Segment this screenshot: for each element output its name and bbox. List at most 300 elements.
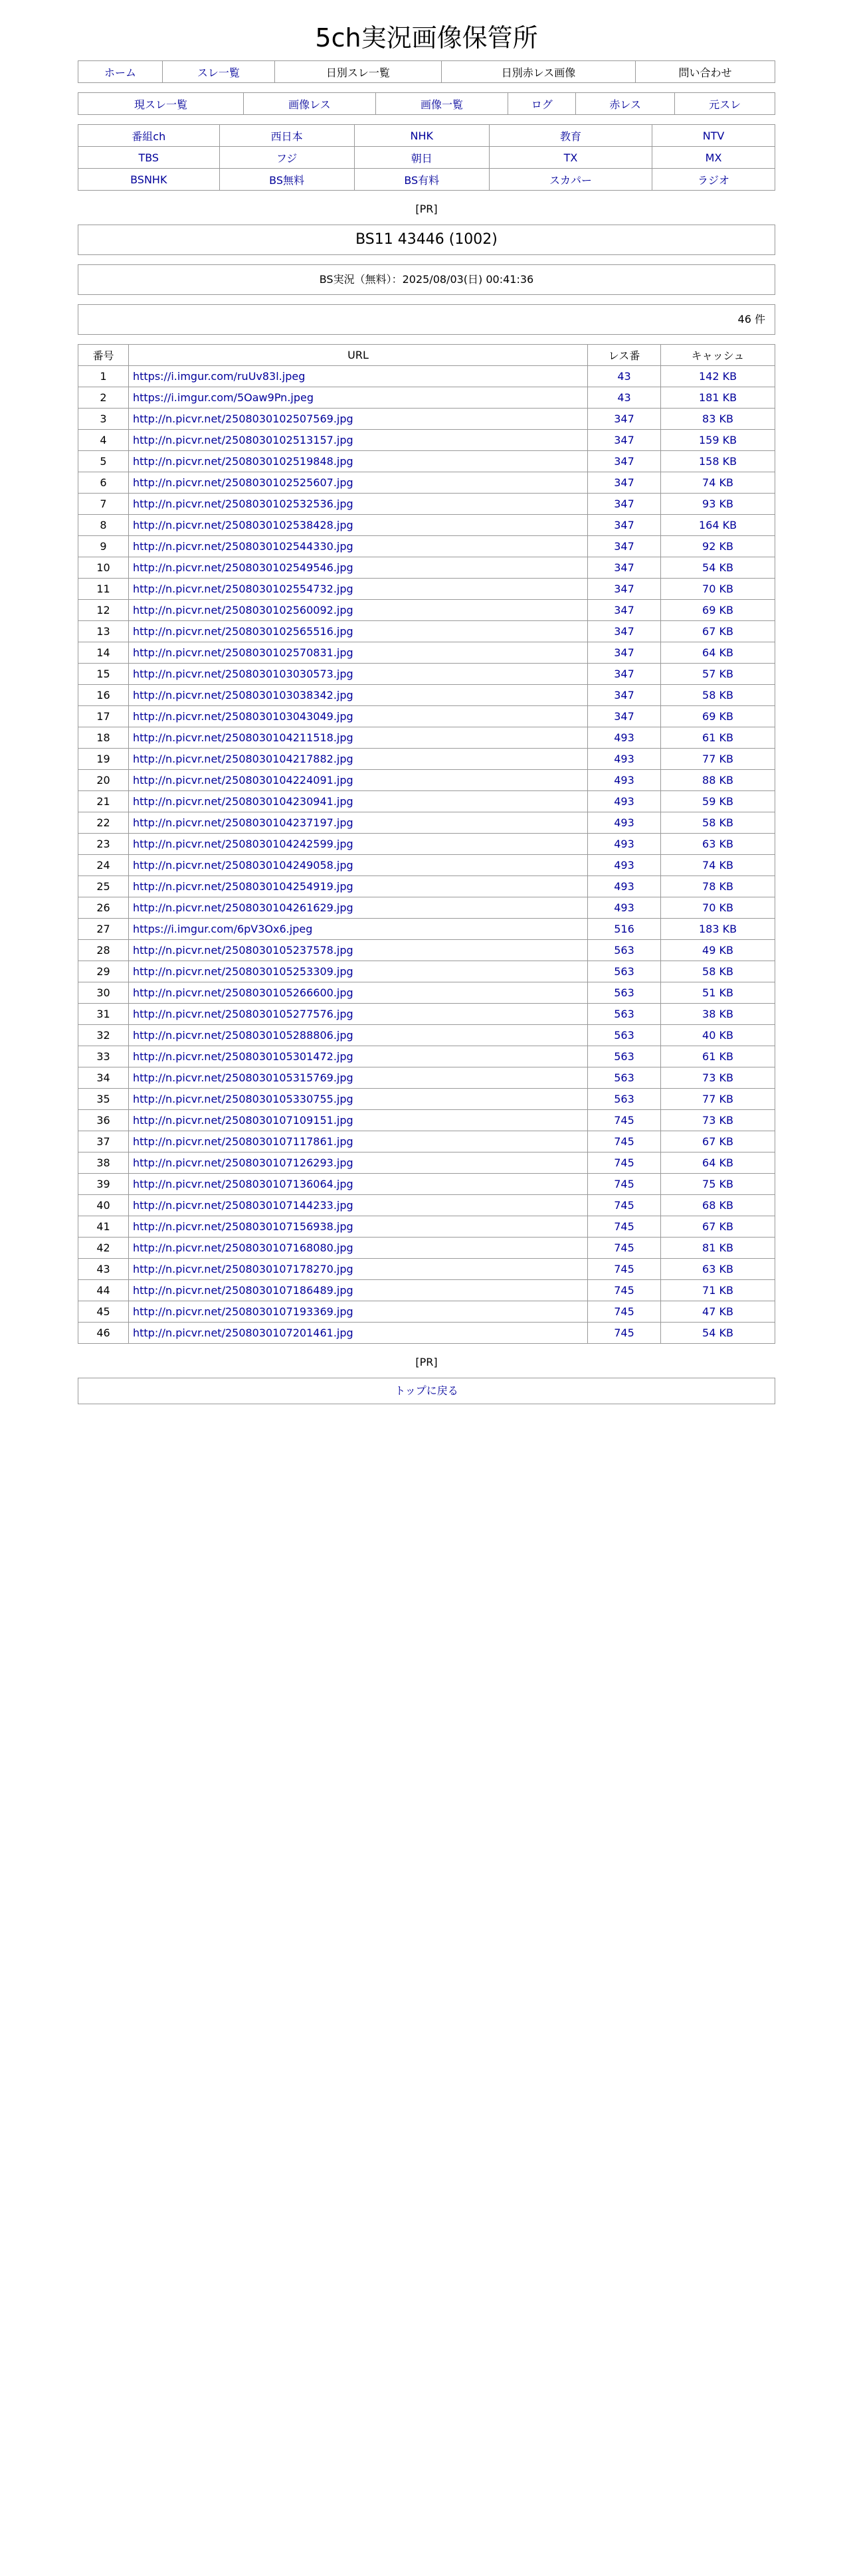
subnav-item-5-cell [675, 93, 775, 115]
image-url-link[interactable]: http://n.picvr.net/2508030107144233.jpg [133, 1199, 353, 1212]
cache-size-link[interactable]: 61 KB [702, 1050, 733, 1063]
table-row [78, 982, 775, 1004]
cache-size-link[interactable]: 77 KB [702, 1093, 733, 1105]
cache-size-cell [661, 387, 775, 409]
res-number-link[interactable]: 563 [614, 965, 634, 978]
res-number-cell [588, 515, 661, 536]
cache-size-link[interactable]: 73 KB [702, 1071, 733, 1084]
res-number-link[interactable]: 347 [614, 710, 634, 723]
cache-size-link[interactable]: 70 KB [702, 583, 733, 595]
image-table [78, 344, 775, 1344]
res-number-link[interactable]: 745 [614, 1284, 634, 1297]
cache-size-link[interactable]: 58 KB [702, 965, 733, 978]
image-url-cell [129, 749, 588, 770]
cache-size-link[interactable]: 78 KB [702, 880, 733, 893]
image-url-link[interactable]: https://i.imgur.com/6pV3Ox6.jpeg [133, 923, 313, 935]
image-url-link[interactable]: http://n.picvr.net/2508030105301472.jpg [133, 1050, 353, 1063]
image-url-cell [129, 494, 588, 515]
row-number-cell: 30 [78, 982, 129, 1004]
image-url-link[interactable]: http://n.picvr.net/2508030103043049.jpg [133, 710, 353, 723]
cache-size-cell [661, 515, 775, 536]
row-number-cell: 45 [78, 1301, 129, 1323]
channel-2-4-link[interactable]: ラジオ [698, 173, 730, 187]
res-number-link[interactable]: 347 [614, 583, 634, 595]
image-url-link[interactable]: http://n.picvr.net/2508030103030573.jpg [133, 668, 353, 680]
image-url-link[interactable]: http://n.picvr.net/2508030105330755.jpg [133, 1093, 353, 1105]
table-row [78, 897, 775, 919]
image-url-link[interactable]: http://n.picvr.net/2508030104237197.jpg [133, 816, 353, 829]
cache-size-cell [661, 1259, 775, 1280]
row-number-cell: 31 [78, 1004, 129, 1025]
table-row [78, 919, 775, 940]
cache-size-link[interactable]: 64 KB [702, 646, 733, 659]
image-url-link[interactable]: http://n.picvr.net/2508030107201461.jpg [133, 1327, 353, 1339]
cache-size-link[interactable]: 51 KB [702, 986, 733, 999]
res-number-link[interactable]: 563 [614, 986, 634, 999]
nav-item-0-link[interactable]: ホーム [104, 66, 137, 79]
image-url-cell [129, 642, 588, 664]
res-number-cell [588, 1025, 661, 1046]
res-number-cell [588, 557, 661, 579]
image-url-cell [129, 1238, 588, 1259]
res-number-link[interactable]: 745 [614, 1199, 634, 1212]
cache-size-cell [661, 600, 775, 621]
cache-size-cell [661, 451, 775, 472]
cache-size-link[interactable]: 47 KB [702, 1305, 733, 1318]
nav-item-4-cell: 問い合わせ [635, 61, 775, 83]
res-number-link[interactable]: 745 [614, 1327, 634, 1339]
nav-item-1-cell [163, 61, 275, 83]
image-url-link[interactable]: http://n.picvr.net/2508030102525607.jpg [133, 476, 353, 489]
subnav-item-4-link[interactable]: 赤レス [609, 98, 641, 111]
cache-size-cell [661, 1280, 775, 1301]
cache-size-cell [661, 940, 775, 961]
cache-size-link[interactable]: 63 KB [702, 1263, 733, 1275]
cache-size-link[interactable]: 54 KB [702, 1327, 733, 1339]
cache-size-link[interactable]: 77 KB [702, 753, 733, 765]
image-url-link[interactable]: http://n.picvr.net/2508030102519848.jpg [133, 455, 353, 468]
res-number-cell [588, 494, 661, 515]
res-number-link[interactable]: 493 [614, 901, 634, 914]
res-number-link[interactable]: 563 [614, 1093, 634, 1105]
res-number-cell [588, 366, 661, 387]
res-number-cell [588, 1152, 661, 1174]
cache-size-link[interactable]: 38 KB [702, 1008, 733, 1020]
result-count: 46 件 [78, 304, 775, 335]
cache-size-link[interactable]: 54 KB [702, 561, 733, 574]
cache-size-link[interactable]: 67 KB [702, 1220, 733, 1233]
cache-size-link[interactable]: 74 KB [702, 476, 733, 489]
res-number-link[interactable]: 347 [614, 434, 634, 446]
image-url-link[interactable]: http://n.picvr.net/2508030105253309.jpg [133, 965, 353, 978]
res-number-link[interactable]: 563 [614, 1008, 634, 1020]
res-number-link[interactable]: 347 [614, 604, 634, 616]
row-number-cell: 11 [78, 579, 129, 600]
channel-1-0-link[interactable]: TBS [138, 151, 159, 164]
res-number-cell [588, 876, 661, 897]
image-url-link[interactable]: http://n.picvr.net/2508030102560092.jpg [133, 604, 353, 616]
row-number-cell: 42 [78, 1238, 129, 1259]
table-row [78, 749, 775, 770]
res-number-link[interactable]: 745 [614, 1156, 634, 1169]
channel-2-1-link[interactable]: BS無料 [269, 173, 305, 187]
image-url-link[interactable]: http://n.picvr.net/2508030102549546.jpg [133, 561, 353, 574]
row-number-cell: 18 [78, 727, 129, 749]
main-nav [78, 60, 775, 83]
cache-size-link[interactable]: 57 KB [702, 668, 733, 680]
image-url-link[interactable]: https://i.imgur.com/5Oaw9Pn.jpeg [133, 391, 314, 404]
res-number-link[interactable]: 43 [617, 370, 631, 383]
res-number-link[interactable]: 563 [614, 1029, 634, 1042]
image-url-cell [129, 1131, 588, 1152]
res-number-link[interactable]: 516 [614, 923, 634, 935]
channel-1-3-cell [489, 147, 652, 169]
image-url-link[interactable]: http://n.picvr.net/2508030102570831.jpg [133, 646, 353, 659]
image-url-cell [129, 1110, 588, 1131]
image-url-link[interactable]: http://n.picvr.net/2508030107178270.jpg [133, 1263, 353, 1275]
image-url-link[interactable]: http://n.picvr.net/2508030104249058.jpg [133, 859, 353, 872]
res-number-link[interactable]: 745 [614, 1263, 634, 1275]
table-row [78, 1152, 775, 1174]
nav-item-2-cell: 日別スレ一覧 [274, 61, 442, 83]
res-number-cell [588, 1216, 661, 1238]
res-number-cell [588, 1046, 661, 1067]
row-number-cell: 16 [78, 685, 129, 706]
row-number-cell: 34 [78, 1067, 129, 1089]
image-url-link[interactable]: http://n.picvr.net/2508030107168080.jpg [133, 1242, 353, 1254]
res-number-link[interactable]: 493 [614, 731, 634, 744]
row-number-cell: 6 [78, 472, 129, 494]
res-number-cell [588, 1259, 661, 1280]
cache-size-cell [661, 621, 775, 642]
image-url-cell [129, 472, 588, 494]
image-url-link[interactable]: http://n.picvr.net/2508030102538428.jpg [133, 519, 353, 531]
cache-size-cell [661, 1110, 775, 1131]
image-url-link[interactable]: http://n.picvr.net/2508030107109151.jpg [133, 1114, 353, 1127]
res-number-link[interactable]: 493 [614, 753, 634, 765]
image-url-cell [129, 1067, 588, 1089]
row-number-cell: 7 [78, 494, 129, 515]
res-number-cell [588, 770, 661, 791]
row-number-cell: 13 [78, 621, 129, 642]
site-title: 5ch実況画像保管所 [315, 23, 538, 52]
subnav-item-3-link[interactable]: ログ [531, 98, 553, 111]
res-number-link[interactable]: 347 [614, 455, 634, 468]
channel-1-1-link[interactable]: フジ [276, 151, 298, 165]
cache-size-link[interactable]: 49 KB [702, 944, 733, 957]
cache-size-link[interactable]: 40 KB [702, 1029, 733, 1042]
res-number-link[interactable]: 493 [614, 880, 634, 893]
image-url-link[interactable]: http://n.picvr.net/2508030104242599.jpg [133, 838, 353, 850]
channel-2-3-link[interactable]: スカパー [549, 173, 592, 187]
cache-size-link[interactable]: 183 KB [698, 923, 737, 935]
res-number-link[interactable]: 43 [617, 391, 631, 404]
cache-size-link[interactable]: 63 KB [702, 838, 733, 850]
res-number-link[interactable]: 347 [614, 519, 634, 531]
cache-size-cell [661, 791, 775, 812]
res-number-link[interactable]: 347 [614, 476, 634, 489]
image-url-link[interactable]: http://n.picvr.net/2508030102565516.jpg [133, 625, 353, 638]
image-url-cell [129, 1046, 588, 1067]
image-url-cell [129, 1004, 588, 1025]
image-url-link[interactable]: http://n.picvr.net/2508030103038342.jpg [133, 689, 353, 701]
cache-size-cell [661, 409, 775, 430]
image-url-cell [129, 1259, 588, 1280]
image-url-link[interactable]: http://n.picvr.net/2508030105315769.jpg [133, 1071, 353, 1084]
res-number-link[interactable]: 347 [614, 689, 634, 701]
image-url-cell [129, 557, 588, 579]
channel-0-0-cell [78, 125, 220, 147]
channel-1-4-link[interactable]: MX [705, 151, 722, 164]
image-url-link[interactable]: http://n.picvr.net/2508030107126293.jpg [133, 1156, 353, 1169]
image-url-link[interactable]: http://n.picvr.net/2508030107156938.jpg [133, 1220, 353, 1233]
back-to-top-box [78, 1378, 775, 1404]
cache-size-link[interactable]: 67 KB [702, 625, 733, 638]
subnav-item-0-link[interactable]: 現スレ一覧 [134, 98, 188, 111]
subnav-item-4-cell [576, 93, 675, 115]
cache-size-link[interactable]: 69 KB [702, 604, 733, 616]
row-number-cell: 39 [78, 1174, 129, 1195]
res-number-cell [588, 600, 661, 621]
table-row [78, 536, 775, 557]
cache-size-link[interactable]: 58 KB [702, 816, 733, 829]
row-number-cell: 10 [78, 557, 129, 579]
image-url-link[interactable]: http://n.picvr.net/2508030102544330.jpg [133, 540, 353, 553]
channel-0-2-cell [354, 125, 489, 147]
subnav-item-2-link[interactable]: 画像一覧 [421, 98, 464, 111]
table-row [78, 1110, 775, 1131]
cache-size-link[interactable]: 67 KB [702, 1135, 733, 1148]
image-url-cell [129, 579, 588, 600]
res-number-link[interactable]: 745 [614, 1114, 634, 1127]
res-number-link[interactable]: 347 [614, 668, 634, 680]
res-number-link[interactable]: 745 [614, 1135, 634, 1148]
res-number-link[interactable]: 347 [614, 540, 634, 553]
column-header-url: URL [129, 345, 588, 366]
row-number-cell: 9 [78, 536, 129, 557]
image-url-cell [129, 834, 588, 855]
table-row [78, 664, 775, 685]
image-url-link[interactable]: http://n.picvr.net/2508030105288806.jpg [133, 1029, 353, 1042]
table-row [78, 642, 775, 664]
image-url-link[interactable]: http://n.picvr.net/2508030105237578.jpg [133, 944, 353, 957]
res-number-cell [588, 1323, 661, 1344]
cache-size-link[interactable]: 81 KB [702, 1242, 733, 1254]
image-url-cell [129, 770, 588, 791]
table-row [78, 1174, 775, 1195]
cache-size-cell [661, 1004, 775, 1025]
image-url-link[interactable]: http://n.picvr.net/2508030107117861.jpg [133, 1135, 353, 1148]
res-number-cell [588, 1195, 661, 1216]
image-url-link[interactable]: http://n.picvr.net/2508030104211518.jpg [133, 731, 353, 744]
cache-size-link[interactable]: 92 KB [702, 540, 733, 553]
table-row [78, 515, 775, 536]
table-row [78, 1259, 775, 1280]
channel-2-3-cell [489, 169, 652, 191]
res-number-link[interactable]: 493 [614, 774, 634, 786]
channel-0-4-link[interactable]: NTV [702, 129, 725, 142]
table-row [78, 494, 775, 515]
row-number-cell: 1 [78, 366, 129, 387]
image-url-link[interactable]: http://n.picvr.net/2508030104217882.jpg [133, 753, 353, 765]
row-number-cell: 22 [78, 812, 129, 834]
cache-size-link[interactable]: 83 KB [702, 413, 733, 425]
cache-size-link[interactable]: 61 KB [702, 731, 733, 744]
channel-2-0-link[interactable]: BSNHK [130, 173, 167, 186]
cache-size-cell [661, 642, 775, 664]
row-number-cell: 19 [78, 749, 129, 770]
row-number-cell: 38 [78, 1152, 129, 1174]
cache-size-cell [661, 557, 775, 579]
res-number-link[interactable]: 493 [614, 795, 634, 808]
cache-size-link[interactable]: 88 KB [702, 774, 733, 786]
row-number-cell: 35 [78, 1089, 129, 1110]
res-number-link[interactable]: 745 [614, 1305, 634, 1318]
res-number-link[interactable]: 563 [614, 944, 634, 957]
channel-2-2-link[interactable]: BS有料 [404, 173, 440, 187]
res-number-link[interactable]: 347 [614, 561, 634, 574]
cache-size-link[interactable]: 71 KB [702, 1284, 733, 1297]
channel-0-2-link[interactable]: NHK [410, 129, 434, 142]
cache-size-link[interactable]: 164 KB [698, 519, 737, 531]
channel-row [78, 169, 775, 191]
channel-0-3-link[interactable]: 教育 [559, 130, 581, 143]
cache-size-link[interactable]: 64 KB [702, 1156, 733, 1169]
image-url-link[interactable]: http://n.picvr.net/2508030104224091.jpg [133, 774, 353, 786]
res-number-link[interactable]: 493 [614, 838, 634, 850]
res-number-cell [588, 451, 661, 472]
channel-1-0-cell [78, 147, 220, 169]
image-url-link[interactable]: http://n.picvr.net/2508030102513157.jpg [133, 434, 353, 446]
res-number-cell [588, 897, 661, 919]
channel-1-2-link[interactable]: 朝日 [411, 151, 432, 165]
page [78, 17, 775, 1404]
channel-2-1-cell [219, 169, 354, 191]
image-url-link[interactable]: http://n.picvr.net/2508030104261629.jpg [133, 901, 353, 914]
image-url-cell [129, 387, 588, 409]
image-url-link[interactable]: https://i.imgur.com/ruUv83l.jpeg [133, 370, 306, 383]
column-header-number: 番号 [78, 345, 129, 366]
cache-size-link[interactable]: 59 KB [702, 795, 733, 808]
res-number-cell [588, 749, 661, 770]
cache-size-link[interactable]: 181 KB [698, 391, 737, 404]
res-number-link[interactable]: 347 [614, 625, 634, 638]
row-number-cell: 3 [78, 409, 129, 430]
subnav-item-2-cell [375, 93, 508, 115]
row-number-cell: 2 [78, 387, 129, 409]
res-number-link[interactable]: 347 [614, 413, 634, 425]
back-to-top-link[interactable]: トップに戻る [395, 1384, 458, 1397]
channel-row [78, 147, 775, 169]
image-url-cell [129, 876, 588, 897]
res-number-link[interactable]: 745 [614, 1242, 634, 1254]
channel-0-1-link[interactable]: 西日本 [270, 130, 303, 143]
channel-0-3-cell [489, 125, 652, 147]
image-url-link[interactable]: http://n.picvr.net/2508030107136064.jpg [133, 1178, 353, 1190]
cache-size-link[interactable]: 159 KB [698, 434, 737, 446]
cache-size-cell [661, 1174, 775, 1195]
cache-size-link[interactable]: 75 KB [702, 1178, 733, 1190]
cache-size-cell [661, 1152, 775, 1174]
thread-title: BS11 43446 (1002) [78, 225, 775, 255]
cache-size-link[interactable]: 142 KB [698, 370, 737, 383]
image-url-link[interactable]: http://n.picvr.net/2508030104254919.jpg [133, 880, 353, 893]
column-header-cache: キャッシュ [661, 345, 775, 366]
image-url-link[interactable]: http://n.picvr.net/2508030107186489.jpg [133, 1284, 353, 1297]
table-row [78, 834, 775, 855]
image-url-link[interactable]: http://n.picvr.net/2508030105277576.jpg [133, 1008, 353, 1020]
res-number-link[interactable]: 745 [614, 1178, 634, 1190]
cache-size-link[interactable]: 68 KB [702, 1199, 733, 1212]
image-url-link[interactable]: http://n.picvr.net/2508030105266600.jpg [133, 986, 353, 999]
res-number-link[interactable]: 347 [614, 646, 634, 659]
cache-size-cell [661, 982, 775, 1004]
channel-1-3-link[interactable]: TX [563, 151, 578, 164]
cache-size-link[interactable]: 69 KB [702, 710, 733, 723]
res-number-cell [588, 430, 661, 451]
image-url-cell [129, 600, 588, 621]
table-row [78, 961, 775, 982]
image-url-cell [129, 1089, 588, 1110]
res-number-link[interactable]: 347 [614, 498, 634, 510]
image-url-link[interactable]: http://n.picvr.net/2508030102507569.jpg [133, 413, 353, 425]
res-number-link[interactable]: 493 [614, 816, 634, 829]
cache-size-cell [661, 366, 775, 387]
res-number-link[interactable]: 745 [614, 1220, 634, 1233]
cache-size-link[interactable]: 58 KB [702, 689, 733, 701]
cache-size-link[interactable]: 93 KB [702, 498, 733, 510]
cache-size-link[interactable]: 158 KB [698, 455, 737, 468]
image-url-cell [129, 919, 588, 940]
channel-1-1-cell [219, 147, 354, 169]
image-url-link[interactable]: http://n.picvr.net/2508030104230941.jpg [133, 795, 353, 808]
subnav-item-1-link[interactable]: 画像レス [288, 98, 331, 111]
res-number-link[interactable]: 493 [614, 859, 634, 872]
channel-row [78, 125, 775, 147]
table-row [78, 1046, 775, 1067]
cache-size-cell [661, 1238, 775, 1259]
cache-size-cell [661, 1216, 775, 1238]
res-number-cell [588, 536, 661, 557]
image-url-cell [129, 430, 588, 451]
subnav-item-5-link[interactable]: 元スレ [709, 98, 741, 111]
cache-size-link[interactable]: 70 KB [702, 901, 733, 914]
image-url-cell [129, 940, 588, 961]
image-url-cell [129, 855, 588, 876]
image-url-link[interactable]: http://n.picvr.net/2508030102532536.jpg [133, 498, 353, 510]
cache-size-cell [661, 1301, 775, 1323]
image-url-link[interactable]: http://n.picvr.net/2508030102554732.jpg [133, 583, 353, 595]
cache-size-link[interactable]: 73 KB [702, 1114, 733, 1127]
row-number-cell: 44 [78, 1280, 129, 1301]
cache-size-cell [661, 1046, 775, 1067]
res-number-link[interactable]: 563 [614, 1071, 634, 1084]
image-url-cell [129, 621, 588, 642]
row-number-cell: 17 [78, 706, 129, 727]
cache-size-cell [661, 664, 775, 685]
image-url-link[interactable]: http://n.picvr.net/2508030107193369.jpg [133, 1305, 353, 1318]
table-row [78, 1089, 775, 1110]
cache-size-link[interactable]: 74 KB [702, 859, 733, 872]
row-number-cell: 41 [78, 1216, 129, 1238]
image-url-cell [129, 409, 588, 430]
res-number-link[interactable]: 563 [614, 1050, 634, 1063]
image-url-cell [129, 727, 588, 749]
res-number-cell [588, 664, 661, 685]
nav-item-1-link[interactable]: スレ一覧 [197, 66, 240, 79]
channel-0-0-link[interactable]: 番組ch [132, 130, 166, 143]
cache-size-cell [661, 855, 775, 876]
